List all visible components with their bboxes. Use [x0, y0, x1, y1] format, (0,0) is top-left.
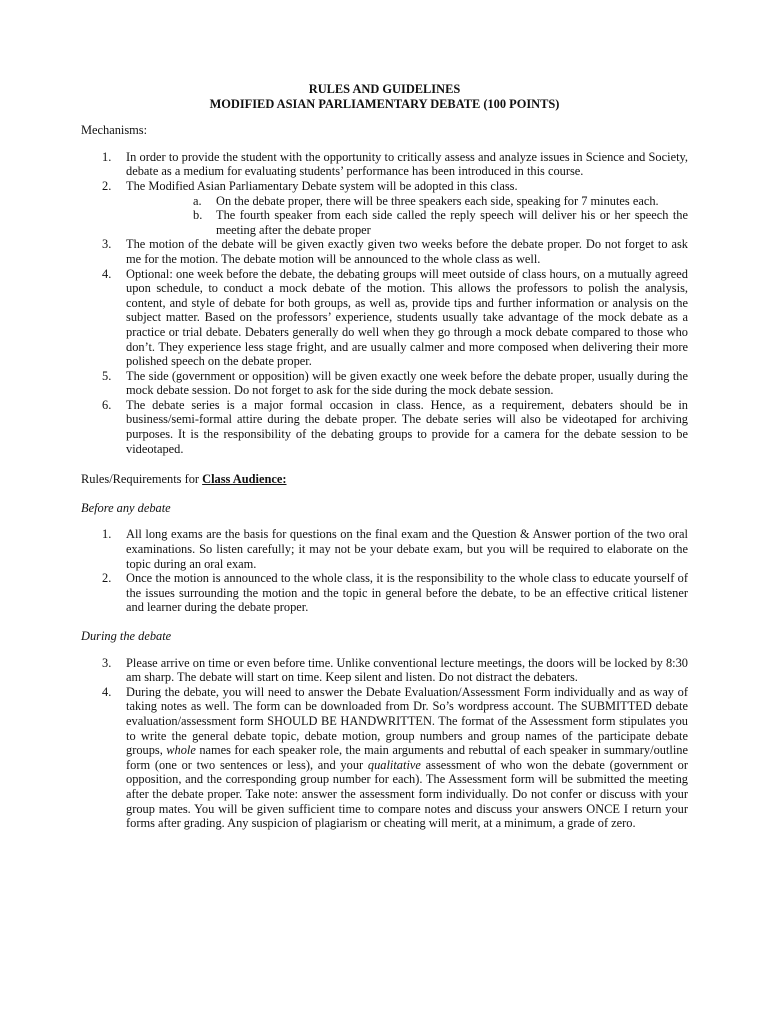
during-debate-heading: During the debate	[81, 629, 172, 643]
list-item: 4. Optional: one week before the debate, the debating groups will meet outside of class hours, on a mutually agreed upon schedule, to conduct a mock debate of the motion. This allows the professors to polish the analysis, content, and style of debate for both groups, as well as, provide tips and further information or analysis on the subject matter. Based on the professors’ experience, students usually take advantage of the mock debate as a practice or trial debate. Debaters generally do well when they go through a mock debate compared to those who don’t. They experience less stage fright, and are usually calmer and more composed when delivering their more polished speech on the debate proper.	[102, 266, 688, 369]
before-debate-heading: Before any debate	[81, 500, 171, 515]
list-item: 3. Please arrive on time or even before time. Unlike conventional lecture meetings, the doors will be locked by 8:30 am sharp. The debate will start on time. Keep silent and listen. Do not distract the debaters.	[102, 655, 688, 685]
emphasis-whole: whole	[166, 743, 196, 758]
emphasis-qualitative: qualitative	[367, 757, 421, 772]
before-debate-list	[81, 527, 688, 615]
title-line-2: MODIFIED ASIAN PARLIAMENTARY DEBATE (100 POINTS)	[209, 96, 560, 111]
title-line-1: RULES AND GUIDELINES	[308, 82, 461, 96]
class-audience-label: Class Audience:	[202, 472, 287, 487]
mechanisms-label: Mechanisms:	[81, 123, 148, 138]
list-item: 3. The motion of the debate will be given exactly given two weeks before the debate proper. Do not forget to ask me for the motion. The debate motion will be announced to the whole class as well.	[102, 237, 688, 266]
list-item: 2. Once the motion is announced to the whole class, it is the responsibility to the whole class to educate yourself of the issues surrounding the motion and the topic in general before the debate, to be an effective critical listener and learner during the debate proper.	[102, 571, 688, 615]
sub-list-item: a. On the debate proper, there will be three speakers each side, speaking for 7 minutes each.	[193, 193, 659, 208]
sub-list	[126, 194, 688, 238]
during-debate-list	[81, 656, 688, 831]
mechanisms-list	[81, 150, 688, 456]
list-item: 6. The debate series is a major formal occasion in class. Hence, as a requirement, debaters should be in business/semi-formal attire during the debate proper. The debate series will also be videotaped for archiving purposes. It is the responsibility of the debating groups to provide for a camera for the debate session to be videotaped.	[102, 397, 688, 456]
rules-heading: Rules/Requirements for Class Audience:	[81, 472, 287, 487]
list-item: 1. In order to provide the student with the opportunity to critically assess and analyze issues in Science and Society, debate as a medium for evaluating students’ performance has been introduced in this course.	[102, 149, 688, 179]
list-item: 2. The Modified Asian Parliamentary Debate system will be adopted in this class. a. On the debate proper, there will be three speakers each side, speaking for 7 minutes each. b. The fourth speaker from each side called the reply speech will deliver his or her speech the meeting after the debate proper	[102, 178, 688, 237]
sub-list-item: b. The fourth speaker from each side called the reply speech will deliver his or her speech the meeting after the debate proper	[193, 208, 688, 237]
list-item: 5. The side (government or opposition) will be given exactly one week before the debate proper, usually during the mock debate session. Do not forget to ask for the side during the mock debate session.	[102, 368, 688, 398]
list-item: 1. All long exams are the basis for questions on the final exam and the Question & Answer portion of the two oral examinations. So listen carefully; it may not be your debate exam, but you will be required to elaborate on the topic during an oral exam.	[102, 527, 688, 571]
list-item: 4. During the debate, you will need to answer the Debate Evaluation/Assessment Form individually and as way of taking notes as well. The form can be downloaded from Dr. So’s wordpress account. The SUBMITTED debate evaluation/assessment form SHOULD BE HANDWRITTEN. The format of the Assessment form stipulates you to write the general debate topic, debate motion, group numbers and group names of the participate debate groups, whole names for each speaker role, the main arguments and rebuttal of each speaker in summary/outline form (one or two sentences or less), and your qualitative assessment of who won the debate (government or opposition, and the corresponding group number for each). The Assessment form will be submitted the meeting after the debate proper. Take note: answer the assessment form individually. Do not confer or discuss with your group mates. You will be given sufficient time to compare notes and discuss your answers ONCE I return your forms after grading. Any suspicion of plagiarism or cheating will merit, at a minimum, a grade of zero.	[102, 684, 688, 831]
document-body	[81, 82, 688, 831]
